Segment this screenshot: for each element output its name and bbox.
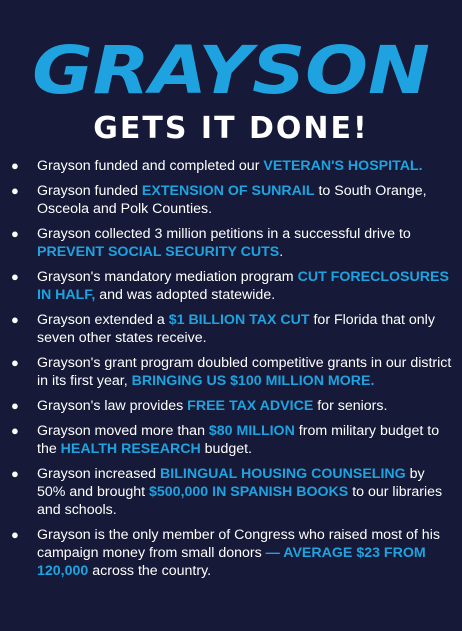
list-item xyxy=(0,225,462,261)
item-6-seg-0: Grayson's law provides xyxy=(37,398,188,414)
item-8-seg-3: $500,000 IN SPANISH BOOKS xyxy=(149,484,349,500)
item-2-seg-0: Grayson collected 3 million petitions in a successful drive to xyxy=(37,226,411,242)
bullet-icon: ● xyxy=(11,269,19,284)
bullet-icon: ● xyxy=(11,183,19,198)
item-2-seg-2: . xyxy=(279,244,284,260)
item-8-seg-1: BILINGUAL HOUSING COUNSELING xyxy=(160,466,406,482)
item-5-seg-1: BRINGING US $100 MILLION MORE. xyxy=(131,373,375,389)
bullet-icon: ● xyxy=(11,312,19,327)
bullet-icon: ● xyxy=(11,423,19,438)
item-8-seg-4: to our libraries and schools. xyxy=(37,484,443,518)
item-4-seg-2: for Florida that only seven other states receive. xyxy=(37,312,435,346)
bullet-icon: ● xyxy=(11,226,19,241)
item-7-seg-0: Grayson moved more than xyxy=(37,423,209,439)
item-6-seg-1: FREE TAX ADVICE xyxy=(187,398,314,414)
item-9-seg-1: — AVERAGE $23 FROM 120,000 xyxy=(37,545,426,579)
list-item xyxy=(0,157,462,175)
bullet-icon: ● xyxy=(11,158,19,173)
item-5-seg-0: Grayson's grant program doubled competitive grants in our district in its first year, xyxy=(37,355,452,389)
list-item xyxy=(0,422,462,458)
item-6-seg-2: for seniors. xyxy=(313,398,388,414)
item-9-seg-0: Grayson is the only member of Congress who raised most of his campaign money from small donors xyxy=(37,527,440,561)
bullet-icon: ● xyxy=(11,355,19,370)
headline: GRAYSON xyxy=(32,32,430,109)
item-0-seg-0: Grayson funded and completed our xyxy=(37,158,264,174)
item-8-seg-2: by 50% and brought xyxy=(37,466,425,500)
item-7-seg-3: HEALTH RESEARCH xyxy=(60,441,201,457)
item-4-seg-0: Grayson extended a xyxy=(37,312,169,328)
item-7-seg-1: $80 MILLION xyxy=(208,423,295,439)
accomplishments-list xyxy=(0,157,462,587)
item-1-seg-2: to South Orange, Osceola and Polk Counties. xyxy=(37,183,427,217)
item-3-seg-1: CUT FORECLOSURES IN HALF, xyxy=(37,269,449,303)
list-item xyxy=(0,526,462,580)
list-item xyxy=(0,397,462,415)
list-item xyxy=(0,182,462,218)
item-3-seg-0: Grayson's mandatory mediation program xyxy=(37,269,298,285)
list-item xyxy=(0,465,462,519)
item-7-seg-2: from military budget to the xyxy=(37,423,440,457)
item-2-seg-1: PREVENT SOCIAL SECURITY CUTS xyxy=(37,244,280,260)
item-8-seg-0: Grayson increased xyxy=(37,466,161,482)
item-7-seg-4: budget. xyxy=(200,441,252,457)
list-item xyxy=(0,354,462,390)
item-1-seg-0: Grayson funded xyxy=(37,183,142,199)
bullet-icon: ● xyxy=(11,466,19,481)
bullet-icon: ● xyxy=(11,398,19,413)
item-3-seg-2: and was adopted statewide. xyxy=(95,287,276,303)
item-4-seg-1: $1 BILLION TAX CUT xyxy=(168,312,310,328)
item-0-seg-1: VETERAN'S HOSPITAL. xyxy=(263,158,423,174)
item-9-seg-2: across the country. xyxy=(88,563,212,579)
list-item xyxy=(0,268,462,304)
item-1-seg-1: EXTENSION OF SUNRAIL xyxy=(141,183,315,199)
bullet-icon: ● xyxy=(11,527,19,542)
subheadline: GETS IT DONE! xyxy=(93,111,369,146)
list-item xyxy=(0,311,462,347)
